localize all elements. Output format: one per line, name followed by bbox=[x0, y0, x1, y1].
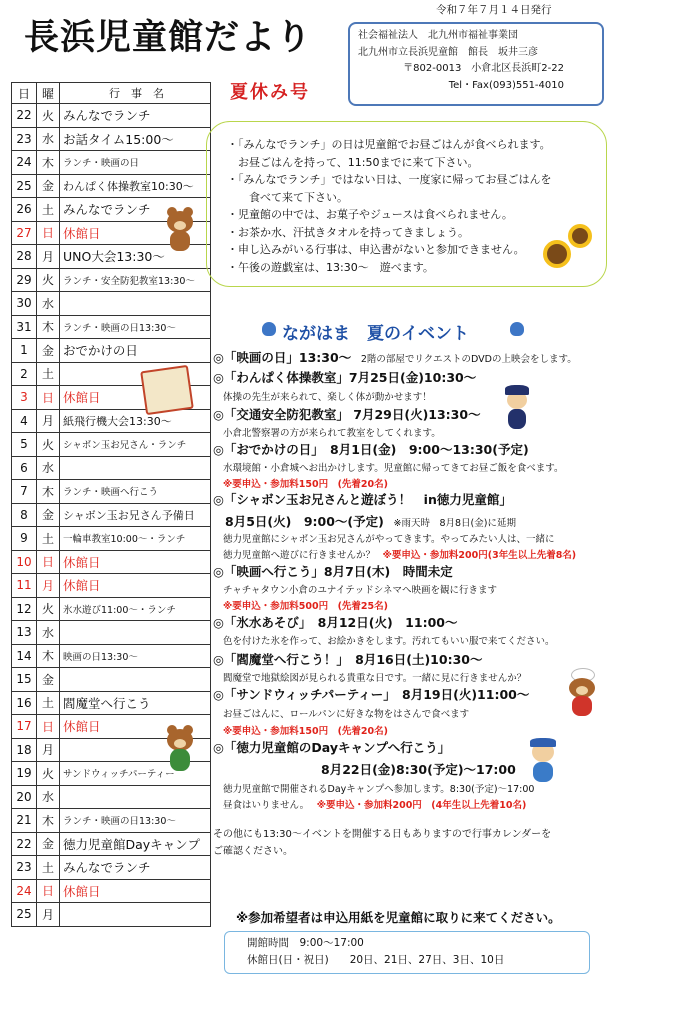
schedule-day: 5 bbox=[12, 433, 37, 457]
rule-line: お昼ごはんを持って、11:50までに来て下さい。 bbox=[238, 155, 479, 169]
bear-net-illustration bbox=[165, 725, 195, 775]
schedule-event bbox=[60, 292, 211, 316]
schedule-day: 28 bbox=[12, 245, 37, 269]
schedule-event: みんなでランチ bbox=[60, 856, 211, 880]
event-desc: 徳力児童館へ遊びに行きませんか？ bbox=[223, 550, 376, 561]
schedule-day: 27 bbox=[12, 221, 37, 245]
schedule-day: 1 bbox=[12, 339, 37, 363]
schedule-row bbox=[12, 127, 211, 151]
schedule-row bbox=[12, 809, 211, 833]
schedule-day: 10 bbox=[12, 550, 37, 574]
schedule-event: 閻魔堂へ行こう bbox=[60, 691, 211, 715]
event-desc: 水環境館・小倉城へお出かけします。児童館に帰ってきてお昼ご飯を食べます。 bbox=[223, 463, 564, 474]
schedule-weekday: 月 bbox=[37, 245, 60, 269]
schedule-row bbox=[12, 456, 211, 480]
rule-line: 食べて来て下さい。 bbox=[249, 190, 348, 204]
schedule-day: 18 bbox=[12, 738, 37, 762]
event-heading: ◎「氷水あそび」 8月12日(火) 11:00～ bbox=[213, 615, 458, 630]
schedule-weekday: 水 bbox=[37, 785, 60, 809]
schedule-weekday: 木 bbox=[37, 644, 60, 668]
schedule-event: ランチ・映画の日 bbox=[60, 151, 211, 175]
rule-line: ・児童館の中では、お菓子やジュースは食べられません。 bbox=[227, 208, 513, 221]
book-illustration bbox=[140, 365, 194, 415]
schedule-day: 22 bbox=[12, 832, 37, 856]
schedule-event bbox=[60, 668, 211, 692]
schedule-row bbox=[12, 527, 211, 551]
event-heading: ◎「交通安全防犯教室」 7月29日(火)13:30～ bbox=[213, 407, 481, 422]
event-heading: ◎「サンドウィッチパーティー」 8月19日(火)11:00～ bbox=[213, 687, 530, 702]
schedule-weekday: 火 bbox=[37, 104, 60, 128]
schedule-row bbox=[12, 785, 211, 809]
schedule-row bbox=[12, 339, 211, 363]
schedule-row bbox=[12, 903, 211, 927]
schedule-day: 24 bbox=[12, 879, 37, 903]
schedule-row bbox=[12, 503, 211, 527]
bear-illustration bbox=[165, 207, 195, 252]
event-date-text: 8月5日(火) 9:00～(予定) bbox=[225, 514, 384, 529]
schedule-day: 24 bbox=[12, 151, 37, 175]
schedule-weekday: 日 bbox=[37, 879, 60, 903]
org-line-2: 北九州市立長浜児童館 館長 坂井三彦 bbox=[358, 46, 538, 58]
schedule-row bbox=[12, 856, 211, 880]
rule-line: ・「みんなでランチ」の日は児童館でお昼ごはんが食べられます。 bbox=[227, 138, 551, 151]
schedule-day: 17 bbox=[12, 715, 37, 739]
schedule-weekday: 土 bbox=[37, 198, 60, 222]
event-desc: 徳力児童館にシャボン玉お兄さんがやってきます。やってみたい人は、一緒に bbox=[223, 534, 555, 545]
organization-box bbox=[348, 22, 604, 106]
header-weekday: 曜 bbox=[37, 83, 60, 104]
schedule-row bbox=[12, 574, 211, 598]
opening-hours: 開館時間 9:00～17:00 bbox=[247, 937, 364, 949]
schedule-weekday: 火 bbox=[37, 268, 60, 292]
schedule-event: みんなでランチ bbox=[60, 104, 211, 128]
schedule-weekday: 水 bbox=[37, 292, 60, 316]
event-desc: お昼ごはんに、ロールパンに好きな物をはさんで食べます bbox=[223, 709, 470, 720]
event-heading: ◎「シャボン玉お兄さんと遊ぼう！ in徳力児童館」 bbox=[213, 492, 512, 507]
event-desc: 色を付けた氷を作って、お絵かきをします。汚れてもいい服で来てください。 bbox=[223, 636, 555, 647]
camper-illustration bbox=[528, 738, 558, 786]
schedule-event: ランチ・安全防犯教室13:30～ bbox=[60, 268, 211, 292]
schedule-event bbox=[60, 785, 211, 809]
schedule-event: UNO大会13:30～ bbox=[60, 245, 211, 269]
schedule-event: 休館日 bbox=[60, 715, 211, 739]
schedule-weekday: 水 bbox=[37, 621, 60, 645]
schedule-row bbox=[12, 315, 211, 339]
rules-box bbox=[206, 121, 607, 287]
schedule-row bbox=[12, 104, 211, 128]
schedule-event: ランチ・映画の日13:30～ bbox=[60, 809, 211, 833]
event-fee: ※要申込・参加料150円 (先着20名) bbox=[223, 726, 388, 737]
schedule-day: 12 bbox=[12, 597, 37, 621]
event-fee: ※要申込・参加料200円 (4年生以上先着10名) bbox=[316, 800, 527, 811]
rule-line: ・午後の遊戯室は、13:30～ 遊べます。 bbox=[227, 260, 434, 274]
schedule-weekday: 日 bbox=[37, 221, 60, 245]
schedule-day: 21 bbox=[12, 809, 37, 833]
org-phone: Tel・Fax(093)551-4010 bbox=[448, 79, 564, 91]
closed-days: 休館日(日・祝日) 20日、21日、27日、3日、10日 bbox=[247, 954, 505, 966]
application-notice: ※参加希望者は申込用紙を児童館に取りに来てください。 bbox=[236, 910, 561, 925]
schedule-event: お話タイム15:00～ bbox=[60, 127, 211, 151]
schedule-day: 7 bbox=[12, 480, 37, 504]
schedule-event: サンドウィッチパーティー bbox=[60, 762, 211, 786]
event-desc: 閻魔堂で地獄絵図が見られる貴重な日です。一緒に見に行きませんか？ bbox=[223, 673, 527, 684]
schedule-weekday: 木 bbox=[37, 480, 60, 504]
summer-issue-label: 夏休み号 bbox=[230, 82, 310, 103]
schedule-weekday: 土 bbox=[37, 362, 60, 386]
schedule-row bbox=[12, 668, 211, 692]
schedule-event bbox=[60, 903, 211, 927]
schedule-event: 映画の日13:30～ bbox=[60, 644, 211, 668]
schedule-event: 氷水遊び11:00～・ランチ bbox=[60, 597, 211, 621]
schedule-event: みんなでランチ bbox=[60, 198, 211, 222]
schedule-day: 26 bbox=[12, 198, 37, 222]
schedule-header-row bbox=[12, 83, 211, 104]
schedule-weekday: 日 bbox=[37, 715, 60, 739]
org-address: 〒802-0013 小倉北区長浜町2-22 bbox=[403, 63, 564, 74]
event-desc-line bbox=[223, 797, 526, 811]
event-desc: 昼食はいりません。 bbox=[223, 800, 310, 811]
schedule-weekday: 日 bbox=[37, 386, 60, 410]
schedule-weekday: 木 bbox=[37, 315, 60, 339]
schedule-event: 一輪車教室10:00～・ランチ bbox=[60, 527, 211, 551]
schedule-weekday: 金 bbox=[37, 174, 60, 198]
schedule-row bbox=[12, 550, 211, 574]
schedule-day: 29 bbox=[12, 268, 37, 292]
schedule-weekday: 月 bbox=[37, 574, 60, 598]
event-desc-line bbox=[223, 547, 576, 561]
schedule-weekday: 月 bbox=[37, 409, 60, 433]
schedule-day: 30 bbox=[12, 292, 37, 316]
opening-hours-box bbox=[224, 931, 590, 974]
schedule-day: 23 bbox=[12, 127, 37, 151]
schedule-event: シャボン玉お兄さん・ランチ bbox=[60, 433, 211, 457]
schedule-weekday: 金 bbox=[37, 339, 60, 363]
org-line-1: 社会福祉法人 北九州市福祉事業団 bbox=[358, 30, 518, 41]
event-date bbox=[225, 512, 516, 530]
schedule-event: わんぱく体操教室10:30～ bbox=[60, 174, 211, 198]
event-heading: ◎「徳力児童館のDayキャンプへ行こう」 bbox=[213, 740, 451, 755]
schedule-weekday: 木 bbox=[37, 809, 60, 833]
schedule-row bbox=[12, 621, 211, 645]
event-heading: ◎「おでかけの日」 8月1日(金) 9:00～13:30(予定) bbox=[213, 442, 529, 457]
schedule-day: 9 bbox=[12, 527, 37, 551]
schedule-row bbox=[12, 691, 211, 715]
schedule-weekday: 金 bbox=[37, 832, 60, 856]
schedule-weekday: 月 bbox=[37, 903, 60, 927]
schedule-weekday: 火 bbox=[37, 597, 60, 621]
event-rain-note: ※雨天時 8月8日(金)に延期 bbox=[393, 518, 516, 529]
schedule-event: ランチ・映画へ行こう bbox=[60, 480, 211, 504]
schedule-day: 4 bbox=[12, 409, 37, 433]
schedule-weekday: 木 bbox=[37, 151, 60, 175]
police-illustration bbox=[503, 385, 531, 430]
event-movie-day bbox=[213, 348, 577, 366]
closing-note bbox=[213, 826, 551, 860]
schedule-day: 25 bbox=[12, 903, 37, 927]
event-fee: ※要申込・参加料500円 (先着25名) bbox=[223, 601, 388, 612]
schedule-weekday: 日 bbox=[37, 550, 60, 574]
schedule-weekday: 火 bbox=[37, 762, 60, 786]
whale-icon bbox=[510, 322, 524, 336]
schedule-row bbox=[12, 174, 211, 198]
schedule-day: 11 bbox=[12, 574, 37, 598]
schedule-event: 紙飛行機大会13:30～ bbox=[60, 409, 211, 433]
schedule-row bbox=[12, 644, 211, 668]
schedule-event bbox=[60, 621, 211, 645]
schedule-event: 休館日 bbox=[60, 879, 211, 903]
chef-bear-illustration bbox=[565, 668, 599, 718]
schedule-day: 25 bbox=[12, 174, 37, 198]
schedule-event: 休館日 bbox=[60, 574, 211, 598]
schedule-day: 23 bbox=[12, 856, 37, 880]
events-title: ながはま 夏のイベント bbox=[282, 324, 469, 344]
schedule-day: 3 bbox=[12, 386, 37, 410]
event-heading: ◎「閻魔堂へ行こう！」 8月16日(土)10:30～ bbox=[213, 652, 483, 667]
schedule-event bbox=[60, 456, 211, 480]
schedule-row bbox=[12, 597, 211, 621]
schedule-day: 16 bbox=[12, 691, 37, 715]
closing-line: ご確認ください。 bbox=[213, 846, 293, 857]
schedule-weekday: 水 bbox=[37, 456, 60, 480]
schedule-row bbox=[12, 409, 211, 433]
schedule-weekday: 水 bbox=[37, 127, 60, 151]
issue-date: 令和７年７月１４日発行 bbox=[436, 4, 552, 16]
schedule-day: 20 bbox=[12, 785, 37, 809]
schedule-row bbox=[12, 292, 211, 316]
schedule-weekday: 土 bbox=[37, 691, 60, 715]
event-desc: 2階の部屋でリクエストのDVDの上映会をします。 bbox=[360, 354, 577, 365]
schedule-row bbox=[12, 832, 211, 856]
event-desc: 徳力児童館で開催されるDayキャンプへ参加します。8:30(予定)～17:00 bbox=[223, 784, 535, 795]
schedule-weekday: 金 bbox=[37, 503, 60, 527]
schedule-row bbox=[12, 268, 211, 292]
event-desc: 体操の先生が来られて、楽しく体が動かせます！ bbox=[223, 392, 432, 403]
schedule-day: 13 bbox=[12, 621, 37, 645]
event-desc: チャチャタウン小倉のユナイテッドシネマへ映画を観に行きます bbox=[223, 585, 497, 596]
rule-line: ・申し込みがいる行事は、申込書がないと参加できません。 bbox=[227, 243, 525, 256]
schedule-day: 31 bbox=[12, 315, 37, 339]
schedule-weekday: 火 bbox=[37, 433, 60, 457]
schedule-day: 19 bbox=[12, 762, 37, 786]
event-desc: 小倉北警察署の方が来られて教室をしてくれます。 bbox=[223, 428, 441, 439]
schedule-event: おでかけの日 bbox=[60, 339, 211, 363]
schedule-weekday: 土 bbox=[37, 856, 60, 880]
whale-icon bbox=[262, 322, 276, 336]
event-heading: ◎「映画の日」13:30～ bbox=[213, 350, 352, 365]
header-event: 行 事 名 bbox=[60, 83, 211, 104]
schedule-day: 2 bbox=[12, 362, 37, 386]
event-heading: ◎「映画へ行こう」8月7日(木) 時間未定 bbox=[213, 564, 453, 579]
schedule-row bbox=[12, 433, 211, 457]
event-fee: ※要申込・参加料150円 (先着20名) bbox=[223, 479, 388, 490]
event-heading: ◎「わんぱく体操教室」7月25日(金)10:30～ bbox=[213, 370, 477, 385]
header-day: 日 bbox=[12, 83, 37, 104]
schedule-event: 休館日 bbox=[60, 221, 211, 245]
rule-line: ・お茶か水、汗拭きタオルを持ってきましょう。 bbox=[227, 225, 469, 239]
schedule-row bbox=[12, 151, 211, 175]
schedule-event: ランチ・映画の日13:30～ bbox=[60, 315, 211, 339]
schedule-day: 6 bbox=[12, 456, 37, 480]
schedule-day: 8 bbox=[12, 503, 37, 527]
schedule-event: シャボン玉お兄さん予備日 bbox=[60, 503, 211, 527]
schedule-weekday: 月 bbox=[37, 738, 60, 762]
schedule-weekday: 金 bbox=[37, 668, 60, 692]
schedule-row bbox=[12, 480, 211, 504]
event-date: 8月22日(金)8:30(予定)～17:00 bbox=[321, 762, 516, 777]
schedule-row bbox=[12, 879, 211, 903]
schedule-weekday: 土 bbox=[37, 527, 60, 551]
schedule-event: 徳力児童館Dayキャンプ bbox=[60, 832, 211, 856]
schedule-event: 休館日 bbox=[60, 550, 211, 574]
schedule-day: 22 bbox=[12, 104, 37, 128]
closing-line: その他にも13:30～イベントを開催する日もありますので行事カレンダーを bbox=[213, 829, 552, 840]
event-fee: ※要申込・参加料200円(3年生以上先着8名) bbox=[382, 550, 577, 561]
schedule-day: 15 bbox=[12, 668, 37, 692]
newsletter-title: 長浜児童館だより bbox=[24, 18, 313, 58]
schedule-day: 14 bbox=[12, 644, 37, 668]
schedule-event: 休館日 bbox=[60, 386, 211, 410]
rule-line: ・「みんなでランチ」ではない日は、一度家に帰ってお昼ごはんを bbox=[227, 173, 552, 186]
